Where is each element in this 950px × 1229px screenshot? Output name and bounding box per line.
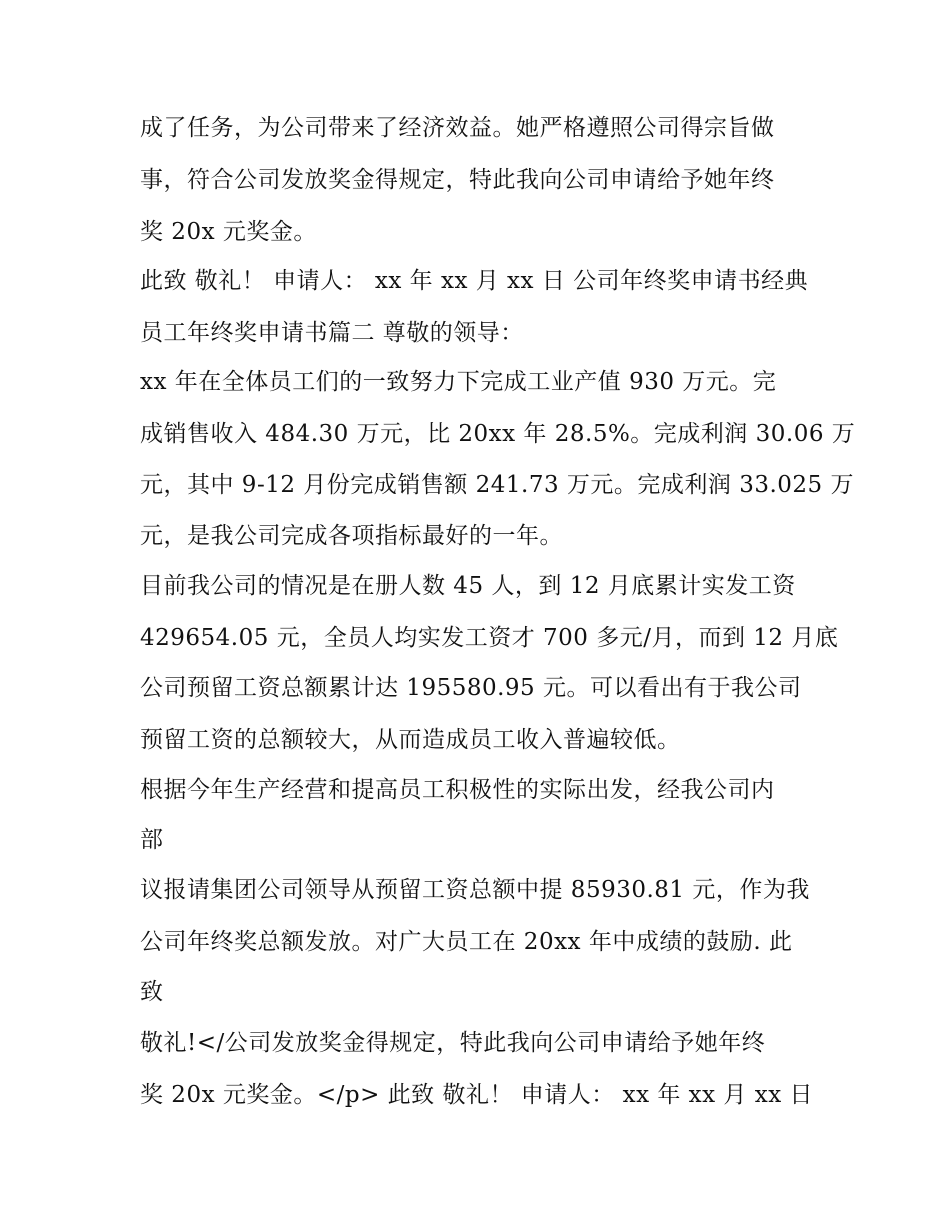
text-line: 公司预留工资总额累计达 195580.95 元。可以看出有于我公司 [140, 675, 802, 701]
text-line: 成了任务，为公司带来了经济效益。她严格遵照公司得宗旨做 [140, 115, 775, 141]
text-line: 此致 敬礼！ 申请人： xx 年 xx 月 xx 日 公司年终奖申请书经典 [140, 268, 809, 294]
text-line: 致 [140, 979, 164, 1005]
text-line: 部 [140, 827, 164, 853]
text-line: 员工年终奖申请书篇二 尊敬的领导： [140, 320, 524, 346]
text-line: 敬礼!</公司发放奖金得规定，特此我向公司申请给予她年终 [140, 1030, 766, 1056]
text-line: 预留工资的总额较大，从而造成员工收入普遍较低。 [140, 727, 681, 753]
text-line: 根据今年生产经营和提高员工积极性的实际出发，经我公司内 [140, 777, 775, 803]
text-line: 元，其中 9-12 月份完成销售额 241.73 万元。完成利润 33.025 万 [140, 472, 854, 498]
text-line: 议报请集团公司领导从预留工资总额中提 85930.81 元，作为我 [140, 877, 810, 903]
text-line: 429654.05 元，全员人均实发工资才 700 多元/月，而到 12 月底 [140, 625, 839, 651]
text-line: 事，符合公司发放奖金得规定，特此我向公司申请给予她年终 [140, 167, 775, 193]
text-line: 元，是我公司完成各项指标最好的一年。 [140, 523, 563, 549]
text-line: 目前我公司的情况是在册人数 45 人，到 12 月底累计实发工资 [140, 573, 796, 599]
text-line: 奖 20x 元奖金。 [140, 219, 317, 245]
text-line: 奖 20x 元奖金。</p> 此致 敬礼！ 申请人： xx 年 xx 月 xx 日 [140, 1082, 814, 1108]
text-line: xx 年在全体员工们的一致努力下完成工业产值 930 万元。完 [140, 369, 777, 395]
text-line: 公司年终奖总额发放。对广大员工在 20xx 年中成绩的鼓励. 此 [140, 929, 793, 955]
text-line: 成销售收入 484.30 万元，比 20xx 年 28.5%。完成利润 30.06 万 [140, 421, 856, 447]
